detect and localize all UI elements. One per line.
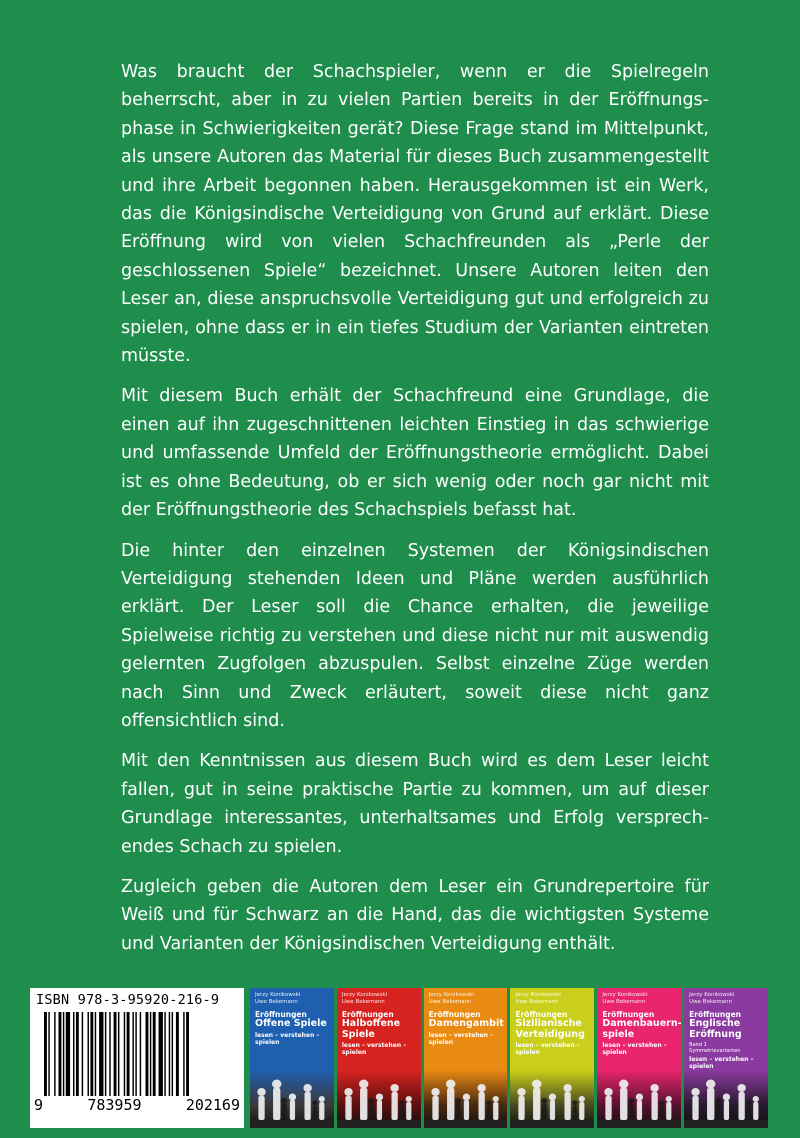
barcode-bar [124,1012,125,1096]
book-subtitle: lesen – verstehen – spielen [428,1031,494,1046]
barcode-bar [63,1012,64,1096]
book-subtitle: lesen – verstehen – spielen [602,1042,667,1056]
paragraph-4: Mit den Kenntnissen aus diesem Buch wird es dem Leser leicht fallen, gut in seine praktische Partie zu kommen, um auf dieser Grundlage interessantes, unterhaltsames und Erfolg versprechendes Schach zu spielen. [121,751,709,857]
barcode-bar [105,1012,106,1096]
chess-pieces-image [250,1070,334,1128]
book-cover [250,988,334,1128]
barcode-bar [90,1012,93,1096]
barcode-bar [132,1012,133,1096]
barcode-bar [95,1012,96,1096]
barcode-bar [118,1012,119,1096]
book-volume: Band 1 Symmetrievarianten [689,1042,741,1054]
book-series: Eröffnungen [255,1010,307,1019]
barcode-bar [54,1012,55,1096]
book-series: Eröffnungen [341,1010,394,1019]
book-cover [510,988,594,1128]
paragraph-1: Was braucht der Schachspieler, wenn er die Spielregeln beherrscht, aber in zu vielen Partien bereits in der Eröffnungsphase in Schwierigkeiten gerät? Diese Frage stand im Mittelpunkt, als unsere Autoren das Material für dieses Buch zusammengestellt und ihre Arbeit begonnen haben. Herausgekommen ist ein Werk, das die Königsindische Verteidigung von Grund auf erklärt. Diese Eröffnung wird von vielen Schachfreunden als „Perle der geschlossenen Spiele“ bezeichnet. Unsere Autoren leiten den Leser an, diese anspruchsvolle Verteidigung gut und erfolgreich zu spielen, ohne dass er in ein tiefes Studium der Varianten eintreten müsste. [121,62,709,367]
chess-pieces-image [684,1070,768,1128]
book-author: Jerzy Konikowski Uwe Bekemann [255,992,301,1005]
book-series: Eröffnungen [689,1010,742,1019]
barcode-digits [34,1096,240,1114]
chess-pieces-image [424,1070,508,1128]
book-author: Jerzy Konikowski Uwe Bekemann [515,992,561,1005]
barcode-bar [66,1012,70,1096]
barcode-bar [48,1012,49,1096]
chess-pieces-image [510,1070,594,1128]
book-title: Damenbauern-spiele [602,1018,682,1040]
book-subtitle: lesen – verstehen – spielen [689,1056,754,1070]
book-cover [597,988,681,1128]
barcode-bar [73,1012,74,1096]
isbn-barcode [30,988,244,1128]
book-title: Sizilianische Verteidigung [515,1018,585,1040]
book-series: Eröffnungen [428,1010,481,1019]
barcode-digit-group: 202169 [185,1096,240,1114]
book-cover [684,988,768,1128]
barcode-digit-group: 783959 [87,1096,142,1114]
paragraph-5: Zugleich geben die Autoren dem Leser ein Grundrepertoire für Weiß und für Schwarz an die Hand, das die wichtigsten Systeme und Varianten der Königsindischen Verteidigung enthält. [121,876,709,954]
barcode-bar [146,1012,149,1096]
book-title: Englische Eröffnung [689,1018,742,1040]
barcode-bar [59,1012,62,1096]
chess-pieces-image [337,1070,421,1128]
barcode-bar [183,1012,184,1096]
barcode-bar [186,1012,189,1096]
book-title: Offene Spiele [255,1018,327,1029]
barcode-bars [40,1012,234,1096]
blurb-text [121,58,709,970]
barcode-bar [82,1012,83,1096]
chess-pieces-image [597,1070,681,1128]
book-author: Jerzy Konikowski Uwe Bekemann [341,992,388,1005]
barcode-bar [114,1012,117,1096]
barcode-bar [172,1012,173,1096]
book-author: Jerzy Konikowski Uwe Bekemann [602,992,648,1005]
barcode-bar [159,1012,163,1096]
book-author: Jerzy Konikowski Uwe Bekemann [428,992,474,1005]
book-title: Damengambit [428,1018,504,1029]
book-subtitle: lesen – verstehen – spielen [255,1031,320,1046]
barcode-bar [135,1012,136,1096]
barcode-bar [109,1012,110,1096]
barcode-bar [164,1012,165,1096]
barcode-bar [127,1012,130,1096]
barcode-bar [44,1012,47,1096]
barcode-bar [88,1012,89,1096]
book-cover [337,988,421,1128]
book-subtitle: lesen – verstehen – spielen [341,1042,407,1056]
barcode-bar [176,1012,179,1096]
barcode-bar [76,1012,79,1096]
barcode-bar [150,1012,151,1096]
barcode-bar [99,1012,103,1096]
book-author: Jerzy Konikowski Uwe Bekemann [689,992,735,1005]
isbn-label: ISBN 978-3-95920-216-9 [36,992,220,1008]
book-series: Eröffnungen [602,1010,655,1019]
book-subtitle: lesen – verstehen – spielen [515,1042,580,1056]
barcode-bar [169,1012,170,1096]
paragraph-2: Mit diesem Buch erhält der Schachfreund eine Grundlage, die einen auf ihn zugeschnittenen leichten Einstieg in das schwierige und umfassende Umfeld der Eröffnungstheorie ermöglicht. Dabei ist es ohne Bedeutung, ob er sich wenig oder noch gar nicht mit der Eröffnungstheorie des Schachspiels befasst hat. [121,386,709,521]
paragraph-3: Die hinter den einzelnen Systemen der Königsindischen Verteidigung stehenden Ideen und Pläne werden ausführlich erklärt. Der Leser soll die Chance erhalten, die jeweilige Spielweise richtig zu verstehen und diese nicht nur mit auswendig gelernten Zugfolgen abzuspulen. Selbst einzelne Züge werden nach Sinn und Zweck erläutert, soweit diese nicht ganz offensichtlich sind. [121,540,709,731]
barcode-bar [153,1012,156,1096]
book-series: Eröffnungen [515,1010,568,1019]
book-cover [424,988,508,1128]
book-title: Halboffene Spiele [341,1018,401,1040]
barcode-bar [140,1012,141,1096]
series-book-covers [250,988,768,1128]
barcode-digit-group: 9 [34,1096,44,1114]
